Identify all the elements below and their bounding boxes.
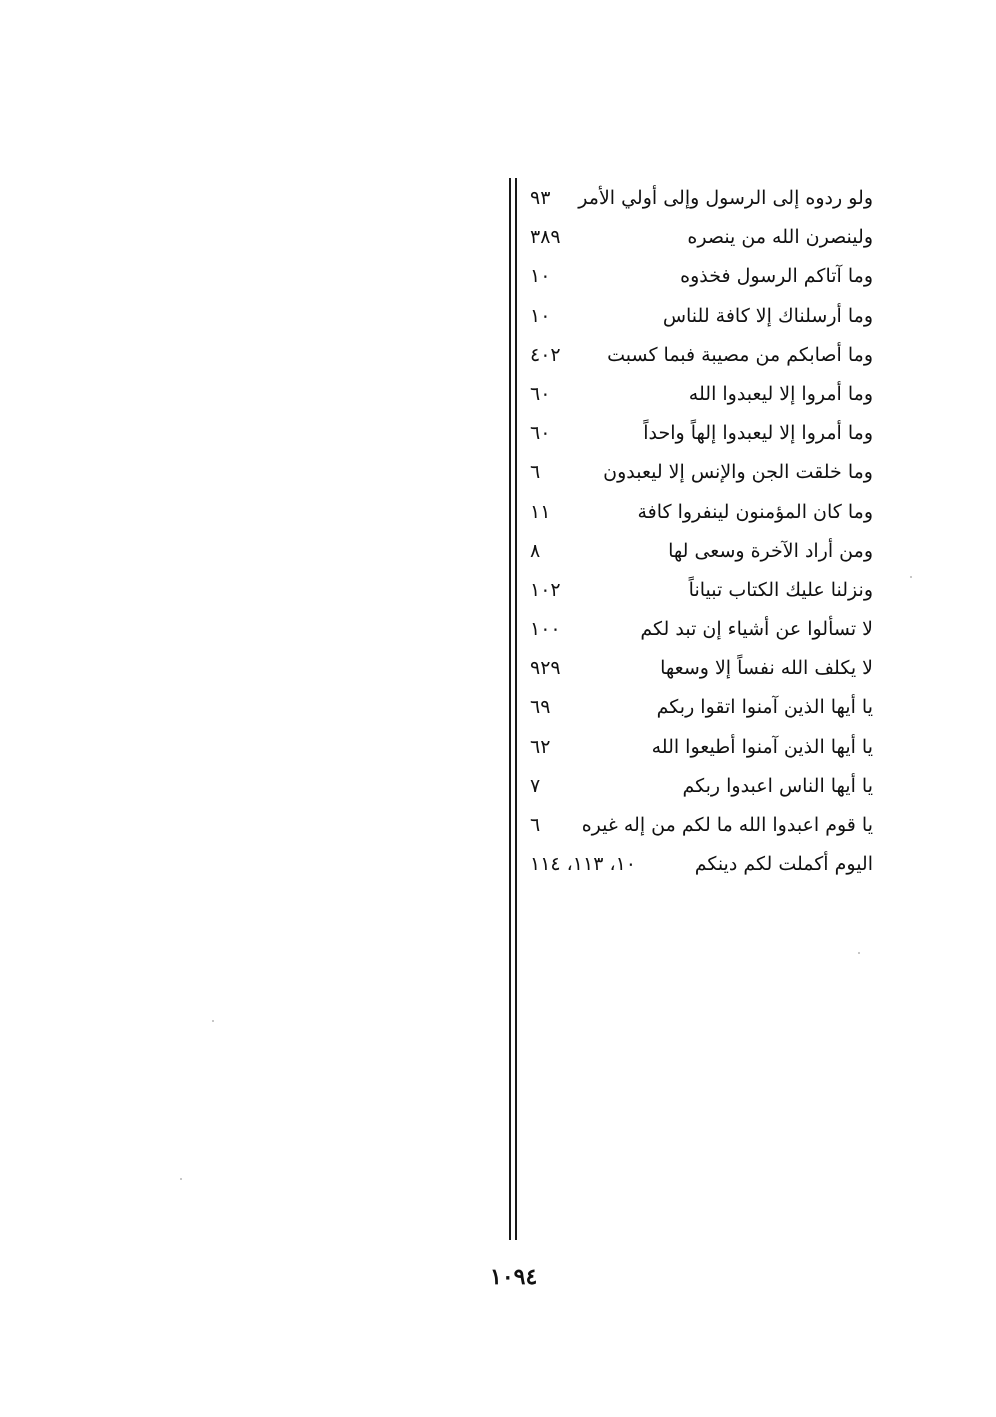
index-phrase: وما أمروا إلا ليعبدوا الله	[688, 382, 873, 405]
page-reference: ٦٩	[530, 696, 551, 719]
index-entry	[528, 258, 873, 297]
page-reference: ٩٣	[530, 187, 551, 209]
page-reference: ٦٠	[530, 382, 551, 405]
scan-speck	[180, 1178, 182, 1180]
page-reference: ١١	[530, 500, 551, 523]
index-entry	[528, 337, 873, 376]
index-entry	[528, 219, 873, 258]
index-entry	[528, 494, 873, 533]
page-reference: ٦٢	[530, 735, 551, 758]
index-entry	[528, 807, 873, 846]
index-entry	[528, 376, 873, 415]
page-reference: ٦	[530, 814, 541, 836]
index-phrase: يا قوم اعبدوا الله ما لكم من إله غيره	[581, 814, 873, 836]
index-phrase: يا أيها الذين آمنوا أطيعوا الله	[651, 735, 873, 758]
index-entry	[528, 454, 873, 493]
page-number: ١٠٩٤	[490, 1264, 538, 1290]
page-reference: ٩٢٩	[530, 657, 561, 680]
page-reference: ١٠	[530, 304, 551, 327]
scan-speck	[212, 1020, 214, 1022]
column-rule-right	[515, 178, 517, 1240]
index-phrase: وما أمروا إلا ليعبدوا إلهاً واحداً	[643, 422, 873, 445]
index-phrase: وما آتاكم الرسول فخذوه	[680, 265, 873, 288]
index-entry	[528, 533, 873, 572]
scan-speck	[910, 576, 912, 578]
page-reference: ١٠٢	[530, 578, 561, 601]
index-phrase: يا أيها الناس اعبدوا ربكم	[682, 774, 873, 797]
column-rule-left	[509, 178, 511, 1240]
index-phrase: لا تسألوا عن أشياء إن تبد لكم	[640, 618, 873, 641]
index-entry	[528, 180, 873, 219]
index-phrase: وما أصابكم من مصيبة فبما كسبت	[607, 343, 873, 366]
page-reference: ١٠٠	[530, 618, 561, 641]
index-phrase: ومن أراد الآخرة وسعى لها	[668, 539, 873, 562]
index-entry	[528, 650, 873, 689]
index-entry	[528, 689, 873, 728]
index-phrase: وما خلقت الجن والإنس إلا ليعبدون	[603, 461, 873, 484]
index-entry	[528, 768, 873, 807]
index-phrase: يا أيها الذين آمنوا اتقوا ربكم	[656, 696, 873, 719]
index-entry	[528, 572, 873, 611]
page-reference: ٨	[530, 539, 541, 562]
page-reference: ٣٨٩	[530, 226, 561, 249]
page-reference: ١٠، ١١٣، ١١٤	[530, 853, 637, 876]
index-phrase: وما أرسلناك إلا كافة للناس	[662, 304, 873, 327]
index-entry	[528, 415, 873, 454]
index-phrase: وما كان المؤمنون لينفروا كافة	[637, 500, 873, 523]
index-entry	[528, 611, 873, 650]
index-list	[528, 180, 873, 885]
index-phrase: اليوم أكملت لكم دينكم	[694, 853, 873, 876]
page-reference: ٦٠	[530, 422, 551, 445]
page-reference: ٤٠٢	[530, 343, 561, 366]
scan-speck	[858, 952, 860, 954]
page-reference: ٦	[530, 461, 541, 484]
index-phrase: ولو ردوه إلى الرسول وإلى أولي الأمر	[578, 187, 873, 209]
index-phrase: ولينصرن الله من ينصره	[687, 226, 873, 249]
index-entry	[528, 298, 873, 337]
index-phrase: ونزلنا عليك الكتاب تبياناً	[688, 578, 873, 601]
page-reference: ١٠	[530, 265, 551, 288]
index-entry	[528, 729, 873, 768]
index-entry	[528, 846, 873, 885]
index-phrase: لا يكلف الله نفساً إلا وسعها	[660, 657, 873, 680]
page-reference: ٧	[530, 774, 541, 797]
